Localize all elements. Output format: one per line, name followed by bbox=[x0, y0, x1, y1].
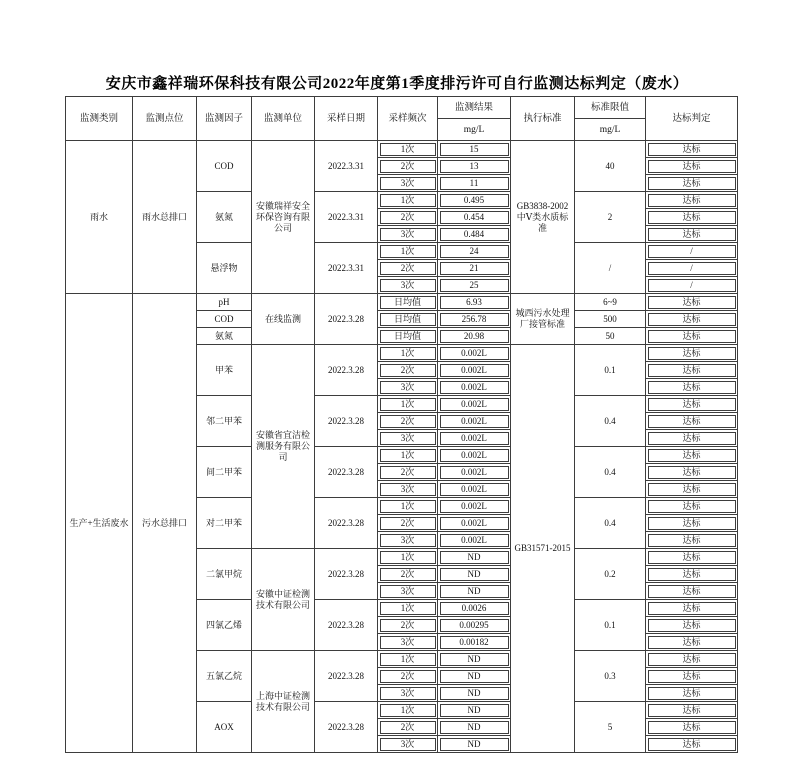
verdict-cell bbox=[646, 668, 738, 685]
limit-cell: 0.1 bbox=[575, 600, 646, 651]
result-value: 24 bbox=[440, 245, 509, 258]
frequency-cell bbox=[378, 736, 438, 753]
result-cell bbox=[438, 719, 511, 736]
verdict-value: 达标 bbox=[648, 602, 736, 615]
frequency-value: 日均值 bbox=[380, 296, 436, 309]
frequency-value: 2次 bbox=[380, 211, 436, 224]
result-value: 0.454 bbox=[440, 211, 509, 224]
frequency-cell bbox=[378, 447, 438, 464]
frequency-value: 3次 bbox=[380, 177, 436, 190]
result-cell bbox=[438, 175, 511, 192]
result-value: 0.00182 bbox=[440, 636, 509, 649]
result-value: 0.0026 bbox=[440, 602, 509, 615]
result-cell bbox=[438, 583, 511, 600]
frequency-cell bbox=[378, 702, 438, 719]
frequency-cell bbox=[378, 481, 438, 498]
result-value: 0.002L bbox=[440, 364, 509, 377]
verdict-value: 达标 bbox=[648, 211, 736, 224]
frequency-cell bbox=[378, 566, 438, 583]
frequency-value: 2次 bbox=[380, 262, 436, 275]
result-cell bbox=[438, 379, 511, 396]
factor-cell: 间二甲苯 bbox=[197, 447, 252, 498]
verdict-cell bbox=[646, 260, 738, 277]
verdict-value: 达标 bbox=[648, 398, 736, 411]
frequency-cell bbox=[378, 430, 438, 447]
verdict-value: 达标 bbox=[648, 415, 736, 428]
verdict-cell bbox=[646, 515, 738, 532]
frequency-value: 1次 bbox=[380, 143, 436, 156]
result-value: 0.484 bbox=[440, 228, 509, 241]
date-cell: 2022.3.28 bbox=[315, 447, 378, 498]
frequency-value: 3次 bbox=[380, 228, 436, 241]
verdict-value: 达标 bbox=[648, 143, 736, 156]
result-cell bbox=[438, 362, 511, 379]
verdict-cell bbox=[646, 685, 738, 702]
result-value: 0.002L bbox=[440, 449, 509, 462]
verdict-value: 达标 bbox=[648, 313, 736, 326]
result-cell bbox=[438, 549, 511, 566]
page-title: 安庆市鑫祥瑞环保科技有限公司2022年度第1季度排污许可自行监测达标判定（废水） bbox=[105, 76, 689, 92]
frequency-value: 1次 bbox=[380, 551, 436, 564]
category-cell: 雨水 bbox=[66, 141, 133, 294]
result-cell bbox=[438, 532, 511, 549]
frequency-cell bbox=[378, 209, 438, 226]
frequency-cell bbox=[378, 464, 438, 481]
result-cell bbox=[438, 736, 511, 753]
date-cell: 2022.3.28 bbox=[315, 345, 378, 396]
verdict-value: 达标 bbox=[648, 636, 736, 649]
factor-cell: COD bbox=[197, 141, 252, 192]
result-cell bbox=[438, 158, 511, 175]
frequency-cell bbox=[378, 294, 438, 311]
factor-cell: 二氯甲烷 bbox=[197, 549, 252, 600]
point-cell: 污水总排口 bbox=[133, 294, 197, 753]
result-value: ND bbox=[440, 670, 509, 683]
header-point: 监测点位 bbox=[133, 97, 197, 141]
header-factor: 监测因子 bbox=[197, 97, 252, 141]
monitoring-table bbox=[65, 96, 738, 753]
frequency-cell bbox=[378, 583, 438, 600]
limit-cell: 0.4 bbox=[575, 396, 646, 447]
frequency-value: 3次 bbox=[380, 738, 436, 751]
verdict-value: 达标 bbox=[648, 177, 736, 190]
frequency-value: 2次 bbox=[380, 160, 436, 173]
frequency-cell bbox=[378, 413, 438, 430]
agency-cell: 安徽中证检测技术有限公司 bbox=[252, 549, 315, 651]
limit-cell: 0.4 bbox=[575, 447, 646, 498]
verdict-cell bbox=[646, 464, 738, 481]
limit-cell: 5 bbox=[575, 702, 646, 753]
result-cell bbox=[438, 277, 511, 294]
table-header bbox=[66, 97, 738, 141]
limit-cell: 6~9 bbox=[575, 294, 646, 311]
limit-cell: 0.4 bbox=[575, 498, 646, 549]
factor-cell: 氨氮 bbox=[197, 328, 252, 345]
factor-cell: AOX bbox=[197, 702, 252, 753]
frequency-value: 3次 bbox=[380, 636, 436, 649]
result-cell bbox=[438, 702, 511, 719]
result-value: 0.002L bbox=[440, 415, 509, 428]
limit-cell: 0.2 bbox=[575, 549, 646, 600]
frequency-value: 1次 bbox=[380, 245, 436, 258]
verdict-value: 达标 bbox=[648, 721, 736, 734]
frequency-value: 1次 bbox=[380, 449, 436, 462]
result-value: 0.00295 bbox=[440, 619, 509, 632]
result-value: ND bbox=[440, 653, 509, 666]
frequency-value: 3次 bbox=[380, 432, 436, 445]
frequency-cell bbox=[378, 311, 438, 328]
result-value: 20.98 bbox=[440, 330, 509, 343]
result-cell bbox=[438, 515, 511, 532]
limit-cell: 0.3 bbox=[575, 651, 646, 702]
factor-cell: COD bbox=[197, 311, 252, 328]
header-frequency: 采样频次 bbox=[378, 97, 438, 141]
verdict-cell bbox=[646, 243, 738, 260]
verdict-cell bbox=[646, 702, 738, 719]
verdict-cell bbox=[646, 719, 738, 736]
result-value: ND bbox=[440, 568, 509, 581]
agency-cell: 安徽省宜洁检测服务有限公司 bbox=[252, 345, 315, 549]
verdict-value: 达标 bbox=[648, 160, 736, 173]
frequency-cell bbox=[378, 719, 438, 736]
frequency-value: 3次 bbox=[380, 534, 436, 547]
result-cell bbox=[438, 311, 511, 328]
result-cell bbox=[438, 226, 511, 243]
verdict-value: / bbox=[648, 279, 736, 292]
result-value: 0.002L bbox=[440, 500, 509, 513]
verdict-cell bbox=[646, 294, 738, 311]
result-value: 25 bbox=[440, 279, 509, 292]
agency-cell: 上海中证检测技术有限公司 bbox=[252, 651, 315, 753]
verdict-value: 达标 bbox=[648, 194, 736, 207]
result-value: ND bbox=[440, 721, 509, 734]
factor-cell: pH bbox=[197, 294, 252, 311]
verdict-value: 达标 bbox=[648, 704, 736, 717]
frequency-cell bbox=[378, 277, 438, 294]
verdict-cell bbox=[646, 600, 738, 617]
verdict-value: 达标 bbox=[648, 551, 736, 564]
verdict-cell bbox=[646, 532, 738, 549]
result-cell bbox=[438, 617, 511, 634]
factor-cell: 邻二甲苯 bbox=[197, 396, 252, 447]
frequency-cell bbox=[378, 328, 438, 345]
date-cell: 2022.3.31 bbox=[315, 141, 378, 192]
verdict-value: 达标 bbox=[648, 687, 736, 700]
frequency-cell bbox=[378, 345, 438, 362]
result-cell bbox=[438, 328, 511, 345]
result-value: ND bbox=[440, 585, 509, 598]
frequency-value: 2次 bbox=[380, 670, 436, 683]
verdict-value: 达标 bbox=[648, 432, 736, 445]
verdict-value: 达标 bbox=[648, 296, 736, 309]
header-limit: 标准限值 bbox=[575, 97, 646, 119]
result-value: 6.93 bbox=[440, 296, 509, 309]
frequency-cell bbox=[378, 141, 438, 158]
verdict-value: 达标 bbox=[648, 449, 736, 462]
frequency-value: 1次 bbox=[380, 704, 436, 717]
frequency-value: 1次 bbox=[380, 194, 436, 207]
header-category: 监测类别 bbox=[66, 97, 133, 141]
frequency-cell bbox=[378, 532, 438, 549]
verdict-value: 达标 bbox=[648, 585, 736, 598]
verdict-value: 达标 bbox=[648, 228, 736, 241]
factor-cell: 四氯乙烯 bbox=[197, 600, 252, 651]
table-row bbox=[66, 141, 738, 158]
result-cell bbox=[438, 294, 511, 311]
result-value: 21 bbox=[440, 262, 509, 275]
factor-cell: 悬浮物 bbox=[197, 243, 252, 294]
verdict-cell bbox=[646, 362, 738, 379]
verdict-cell bbox=[646, 447, 738, 464]
result-cell bbox=[438, 566, 511, 583]
frequency-cell bbox=[378, 226, 438, 243]
frequency-cell bbox=[378, 379, 438, 396]
frequency-cell bbox=[378, 192, 438, 209]
header-date: 采样日期 bbox=[315, 97, 378, 141]
date-cell: 2022.3.28 bbox=[315, 294, 378, 345]
result-value: 0.002L bbox=[440, 398, 509, 411]
result-value: 0.002L bbox=[440, 381, 509, 394]
frequency-cell bbox=[378, 158, 438, 175]
factor-cell: 对二甲苯 bbox=[197, 498, 252, 549]
agency-cell: 安徽瑞祥安全环保咨询有限公司 bbox=[252, 141, 315, 294]
verdict-cell bbox=[646, 209, 738, 226]
verdict-cell bbox=[646, 277, 738, 294]
frequency-value: 1次 bbox=[380, 398, 436, 411]
verdict-value: 达标 bbox=[648, 364, 736, 377]
result-value: ND bbox=[440, 687, 509, 700]
frequency-cell bbox=[378, 243, 438, 260]
frequency-cell bbox=[378, 617, 438, 634]
frequency-value: 1次 bbox=[380, 653, 436, 666]
result-value: 13 bbox=[440, 160, 509, 173]
verdict-cell bbox=[646, 651, 738, 668]
header-agency: 监测单位 bbox=[252, 97, 315, 141]
frequency-value: 3次 bbox=[380, 585, 436, 598]
verdict-value: 达标 bbox=[648, 653, 736, 666]
result-value: ND bbox=[440, 551, 509, 564]
date-cell: 2022.3.31 bbox=[315, 243, 378, 294]
frequency-cell bbox=[378, 498, 438, 515]
result-cell bbox=[438, 345, 511, 362]
verdict-cell bbox=[646, 328, 738, 345]
verdict-value: / bbox=[648, 262, 736, 275]
frequency-value: 日均值 bbox=[380, 330, 436, 343]
date-cell: 2022.3.31 bbox=[315, 192, 378, 243]
verdict-value: 达标 bbox=[648, 500, 736, 513]
result-value: ND bbox=[440, 738, 509, 751]
result-cell bbox=[438, 685, 511, 702]
category-cell: 生产+生活废水 bbox=[66, 294, 133, 753]
frequency-value: 1次 bbox=[380, 602, 436, 615]
verdict-value: 达标 bbox=[648, 568, 736, 581]
standard-cell: GB31571-2015 bbox=[511, 345, 575, 753]
result-cell bbox=[438, 209, 511, 226]
result-cell bbox=[438, 396, 511, 413]
frequency-value: 3次 bbox=[380, 381, 436, 394]
table-body bbox=[66, 141, 738, 753]
verdict-value: 达标 bbox=[648, 670, 736, 683]
header-limit-unit: mg/L bbox=[575, 119, 646, 141]
header-row-1 bbox=[66, 97, 738, 119]
frequency-cell bbox=[378, 362, 438, 379]
result-cell bbox=[438, 413, 511, 430]
result-cell bbox=[438, 464, 511, 481]
result-cell bbox=[438, 192, 511, 209]
frequency-cell bbox=[378, 260, 438, 277]
verdict-cell bbox=[646, 311, 738, 328]
result-value: 0.002L bbox=[440, 517, 509, 530]
date-cell: 2022.3.28 bbox=[315, 549, 378, 600]
result-value: 15 bbox=[440, 143, 509, 156]
result-value: 0.002L bbox=[440, 534, 509, 547]
frequency-value: 3次 bbox=[380, 483, 436, 496]
limit-cell: 50 bbox=[575, 328, 646, 345]
verdict-cell bbox=[646, 158, 738, 175]
frequency-cell bbox=[378, 651, 438, 668]
verdict-cell bbox=[646, 583, 738, 600]
date-cell: 2022.3.28 bbox=[315, 600, 378, 651]
frequency-value: 2次 bbox=[380, 517, 436, 530]
frequency-value: 3次 bbox=[380, 279, 436, 292]
result-cell bbox=[438, 430, 511, 447]
result-cell bbox=[438, 668, 511, 685]
verdict-value: / bbox=[648, 245, 736, 258]
verdict-cell bbox=[646, 141, 738, 158]
frequency-cell bbox=[378, 634, 438, 651]
verdict-value: 达标 bbox=[648, 534, 736, 547]
result-cell bbox=[438, 481, 511, 498]
date-cell: 2022.3.28 bbox=[315, 498, 378, 549]
verdict-value: 达标 bbox=[648, 619, 736, 632]
verdict-cell bbox=[646, 430, 738, 447]
frequency-value: 2次 bbox=[380, 364, 436, 377]
result-value: ND bbox=[440, 704, 509, 717]
standard-cell: 城西污水处理厂接管标准 bbox=[511, 294, 575, 345]
standard-cell: GB3838-2002中Ⅴ类水质标准 bbox=[511, 141, 575, 294]
limit-cell: 2 bbox=[575, 192, 646, 243]
result-value: 0.002L bbox=[440, 432, 509, 445]
frequency-cell bbox=[378, 396, 438, 413]
result-value: 0.002L bbox=[440, 466, 509, 479]
result-value: 0.002L bbox=[440, 347, 509, 360]
date-cell: 2022.3.28 bbox=[315, 651, 378, 702]
verdict-cell bbox=[646, 549, 738, 566]
frequency-value: 1次 bbox=[380, 347, 436, 360]
verdict-cell bbox=[646, 345, 738, 362]
verdict-cell bbox=[646, 396, 738, 413]
result-cell bbox=[438, 447, 511, 464]
verdict-cell bbox=[646, 175, 738, 192]
frequency-cell bbox=[378, 668, 438, 685]
verdict-value: 达标 bbox=[648, 517, 736, 530]
factor-cell: 甲苯 bbox=[197, 345, 252, 396]
result-cell bbox=[438, 243, 511, 260]
frequency-value: 1次 bbox=[380, 500, 436, 513]
result-cell bbox=[438, 600, 511, 617]
frequency-value: 2次 bbox=[380, 466, 436, 479]
agency-cell: 在线监测 bbox=[252, 294, 315, 345]
verdict-cell bbox=[646, 226, 738, 243]
result-value: 11 bbox=[440, 177, 509, 190]
verdict-cell bbox=[646, 617, 738, 634]
frequency-value: 2次 bbox=[380, 568, 436, 581]
header-standard: 执行标准 bbox=[511, 97, 575, 141]
frequency-cell bbox=[378, 600, 438, 617]
verdict-cell bbox=[646, 192, 738, 209]
frequency-value: 2次 bbox=[380, 415, 436, 428]
result-value: 0.002L bbox=[440, 483, 509, 496]
verdict-value: 达标 bbox=[648, 483, 736, 496]
frequency-value: 2次 bbox=[380, 619, 436, 632]
header-result-unit: mg/L bbox=[438, 119, 511, 141]
frequency-value: 2次 bbox=[380, 721, 436, 734]
header-verdict: 达标判定 bbox=[646, 97, 738, 141]
limit-cell: / bbox=[575, 243, 646, 294]
result-cell bbox=[438, 498, 511, 515]
frequency-cell bbox=[378, 515, 438, 532]
point-cell: 雨水总排口 bbox=[133, 141, 197, 294]
limit-cell: 40 bbox=[575, 141, 646, 192]
factor-cell: 五氯乙烷 bbox=[197, 651, 252, 702]
limit-cell: 500 bbox=[575, 311, 646, 328]
verdict-cell bbox=[646, 566, 738, 583]
verdict-cell bbox=[646, 481, 738, 498]
verdict-value: 达标 bbox=[648, 738, 736, 751]
result-cell bbox=[438, 634, 511, 651]
result-value: 256.78 bbox=[440, 313, 509, 326]
result-cell bbox=[438, 260, 511, 277]
frequency-value: 3次 bbox=[380, 687, 436, 700]
verdict-cell bbox=[646, 413, 738, 430]
header-result: 监测结果 bbox=[438, 97, 511, 119]
table-row bbox=[66, 294, 738, 311]
result-cell bbox=[438, 651, 511, 668]
result-cell bbox=[438, 141, 511, 158]
factor-cell: 氨氮 bbox=[197, 192, 252, 243]
frequency-cell bbox=[378, 685, 438, 702]
verdict-value: 达标 bbox=[648, 381, 736, 394]
verdict-cell bbox=[646, 736, 738, 753]
frequency-cell bbox=[378, 175, 438, 192]
verdict-cell bbox=[646, 379, 738, 396]
verdict-value: 达标 bbox=[648, 347, 736, 360]
monitoring-table-container bbox=[65, 96, 738, 753]
verdict-cell bbox=[646, 498, 738, 515]
verdict-value: 达标 bbox=[648, 330, 736, 343]
limit-cell: 0.1 bbox=[575, 345, 646, 396]
frequency-cell bbox=[378, 549, 438, 566]
result-value: 0.495 bbox=[440, 194, 509, 207]
verdict-cell bbox=[646, 634, 738, 651]
date-cell: 2022.3.28 bbox=[315, 702, 378, 753]
verdict-value: 达标 bbox=[648, 466, 736, 479]
frequency-value: 日均值 bbox=[380, 313, 436, 326]
date-cell: 2022.3.28 bbox=[315, 396, 378, 447]
